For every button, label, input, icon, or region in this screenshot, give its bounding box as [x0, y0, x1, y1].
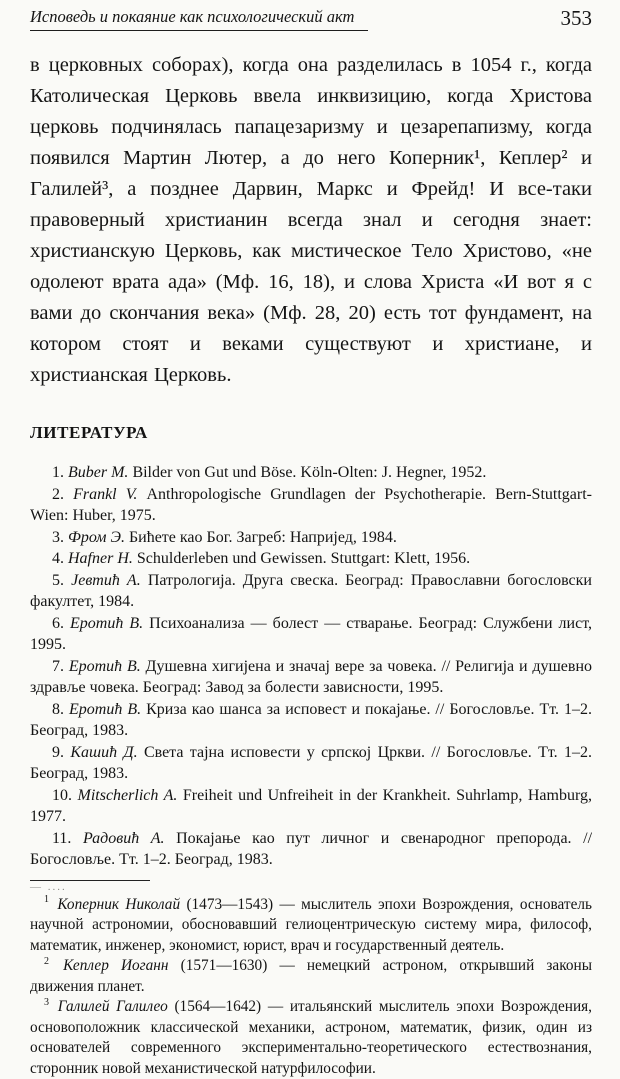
footnote-author: Кеплер Иоганн: [51, 957, 181, 974]
footnote-text: (1473—1543) — мыслитель эпохи Возрождения, основатель научной астрономии, обосновавший гелиоцентрическую систему мира, философ, математик, инженер, экономист, юрист, врач и государственный деятель.: [30, 896, 592, 954]
reference-text: Покајање као пут личног и свенародног препорода. // Богословље. Тт. 1–2. Београд, 1983.: [30, 830, 592, 869]
reference-text: Патрологија. Друга свеска. Београд: Православни богословски факултет, 1984.: [30, 572, 592, 611]
reference-author: Hafner H.: [68, 550, 137, 567]
reference-number: 1.: [52, 464, 68, 481]
footnote-marker: 3: [44, 997, 49, 1008]
reference-author: Фром Э.: [68, 529, 129, 546]
reference-number: 10.: [52, 787, 78, 804]
reference-number: 8.: [52, 701, 69, 718]
running-header: [30, 7, 592, 31]
reference-number: 11.: [52, 830, 83, 847]
reference-text: Бићете као Бог. Загреб: Напријед, 1984.: [129, 529, 397, 546]
reference-number: 4.: [52, 550, 68, 567]
footnote-author: Галилей Галилео: [51, 998, 174, 1015]
running-header-title: Исповедь и покаяние как психологический акт: [30, 7, 368, 31]
reference-item: [30, 699, 592, 742]
reference-text: Schulderleben und Gewissen. Stuttgart: Klett, 1956.: [137, 550, 470, 567]
reference-author: Јевтић А.: [71, 572, 148, 589]
reference-author: Еротић В.: [70, 615, 149, 632]
reference-author: Кашић Д.: [70, 744, 144, 761]
bleed-through-artifact: — ....: [30, 881, 592, 893]
reference-item: [30, 570, 592, 613]
reference-text: Freiheit und Unfreiheit in der Krankheit. Suhrlamp, Hamburg, 1977.: [30, 787, 592, 826]
footnote-item: [30, 956, 592, 997]
reference-item: [30, 742, 592, 785]
reference-author: Еротић В.: [69, 658, 146, 675]
reference-item: [30, 462, 592, 484]
reference-text: Душевна хигијена и значај вере за човека. // Религија и душевно здравље човека. Београд: Завод за болести зависности, 1995.: [30, 658, 592, 697]
reference-author: Еротић В.: [69, 701, 146, 718]
reference-number: 2.: [52, 486, 73, 503]
reference-item: [30, 527, 592, 549]
footnote-marker: 2: [44, 956, 49, 967]
reference-text: Криза као шанса за исповест и покајање. // Богословље. Тт. 1–2. Београд, 1983.: [30, 701, 592, 740]
footnote-item: [30, 997, 592, 1079]
reference-author: Mitscherlich A.: [78, 787, 183, 804]
footnote-text: (1564—1642) — итальянский мыслитель эпохи Возрождения, основоположник классической механики, астроном, математик, физик, один из основателей современного экспериментально-теоретического естествознания, сторонник новой механистической натурфилософии.: [30, 998, 592, 1077]
page-number: 353: [561, 8, 593, 31]
footnotes: [30, 895, 592, 1079]
reference-item: [30, 484, 592, 527]
reference-number: 3.: [52, 529, 68, 546]
reference-author: Buber M.: [68, 464, 132, 481]
reference-number: 6.: [52, 615, 70, 632]
reference-number: 7.: [52, 658, 69, 675]
reference-item: [30, 828, 592, 871]
reference-item: [30, 656, 592, 699]
reference-text: Психоанализа — болест — стварање. Београд: Службени лист, 1995.: [30, 615, 592, 654]
reference-number: 9.: [52, 744, 70, 761]
reference-item: [30, 613, 592, 656]
reference-author: Frankl V.: [73, 486, 146, 503]
reference-item: [30, 785, 592, 828]
reference-text: Света тајна исповести у српској Цркви. // Богословље. Тт. 1–2. Београд, 1983.: [30, 744, 592, 783]
reference-item: [30, 548, 592, 570]
reference-text: Anthropologische Grundlagen der Psychotherapie. Bern-Stuttgart-Wien: Huber, 1975.: [30, 486, 592, 525]
reference-author: Радовић А.: [83, 830, 176, 847]
footnote-author: Коперник Николай: [51, 896, 186, 913]
footnote-item: [30, 895, 592, 957]
reference-text: Bilder von Gut und Böse. Köln-Olten: J. Hegner, 1952.: [132, 464, 486, 481]
footnote-text: (1571—1630) — немецкий астроном, открывший законы движения планет.: [30, 957, 592, 995]
body-paragraph: в церковных соборах), когда она разделилась в 1054 г., когда Католическая Церковь ввела инквизицию, когда Христова церковь подчинялась папацезаризму и цезарепапизму, когда появился Мартин Лютер, а до него Коперник¹, Кеплер² и Галилей³, а позднее Дарвин, Маркс и Фрейд! И все-таки правоверный христианин всегда знал и сегодня знает: христианскую Церковь, как мистическое Тело Христово, «не одолеют врата ада» (Мф. 16, 18), и слова Христа «И вот я с вами до скончания века» (Мф. 28, 20) есть тот фундамент, на котором стоят и веками существуют и христиане, и христианская Церковь.: [30, 50, 592, 391]
literature-heading: ЛИТЕРАТУРА: [30, 423, 592, 443]
footnote-marker: 1: [44, 894, 49, 905]
reference-list: [30, 462, 592, 871]
reference-number: 5.: [52, 572, 71, 589]
